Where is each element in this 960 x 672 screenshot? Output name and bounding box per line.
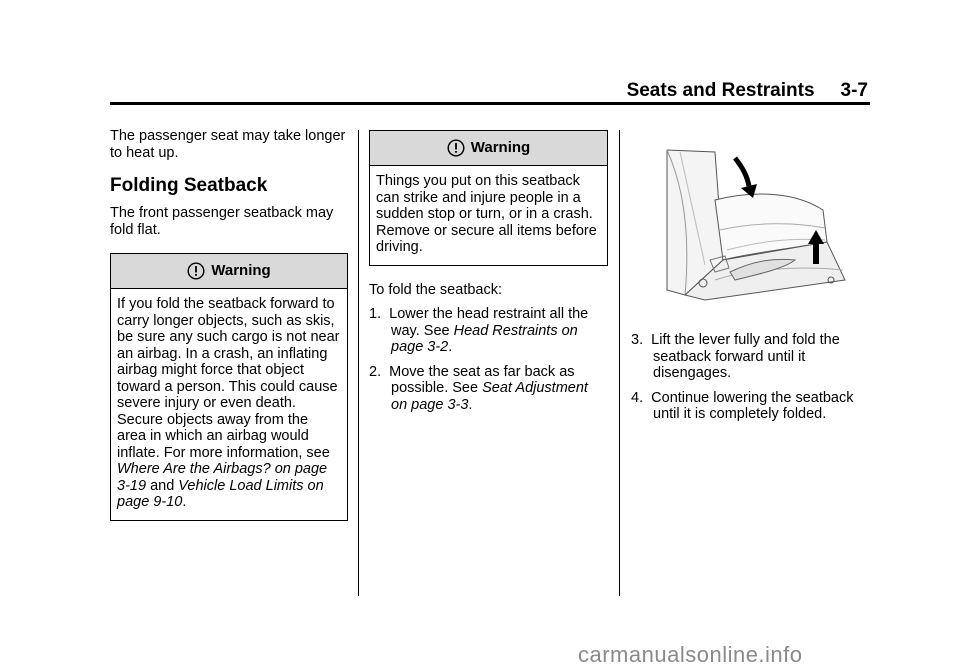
section-title: Seats and Restraints: [626, 80, 815, 101]
warning-header: [370, 131, 607, 166]
column-divider-2: [619, 130, 620, 596]
step-number: 3.: [631, 332, 644, 348]
step-number: 2.: [369, 363, 382, 380]
fold-intro: To fold the seatback:: [369, 281, 502, 298]
step-text: Move the seat as far back as possible. See: [389, 363, 575, 396]
warning-text: Things you put on this seatback can strike and injure people in a sudden stop or turn, or in a crash. Remove or secure all items before driving.: [376, 173, 597, 255]
warning-body: [370, 166, 607, 265]
step-text: Continue lowering the seatback until it is completely folded.: [651, 389, 854, 422]
warning-header: [111, 254, 347, 289]
column-1: [110, 128, 348, 521]
section-heading: Folding Seatback: [110, 175, 268, 196]
step-3: [631, 332, 871, 382]
link-seat-adjustment[interactable]: Seat Adjustment on page 3-3: [391, 380, 588, 413]
intro-text: The passenger seat may take longer to heat up.: [110, 128, 346, 161]
step-2: [369, 364, 608, 414]
header-rule: [110, 102, 870, 105]
link-airbags[interactable]: Where Are the Airbags? on page 3-19: [117, 461, 328, 494]
step-text: Lower the head restraint all the way. See: [389, 306, 589, 339]
warning-icon: [447, 139, 465, 157]
period: .: [182, 494, 187, 510]
step-number: 4.: [631, 389, 644, 406]
warning-box-airbag: [110, 253, 348, 521]
watermark: carmanualsonline.info: [578, 642, 803, 667]
and-text: and: [150, 477, 175, 494]
period: .: [448, 339, 453, 355]
warning-icon: [187, 262, 205, 280]
step-4: [631, 390, 871, 423]
warning-text: If you fold the seatback forward to carry longer objects, such as skis, be sure any such cargo is not near an airbag. In a crash, an inflating airbag might force that object toward a person. This could cause severe injury or even death. Secure objects away from the area in which an airbag would inflate. For more information, see: [117, 296, 340, 461]
seat-fold-illustration: [645, 130, 875, 310]
page-header: [540, 80, 868, 102]
warning-body: [111, 289, 347, 520]
column-divider-1: [358, 130, 359, 596]
step-text: Lift the lever fully and fold the seatback forward until it disengages.: [651, 332, 840, 381]
page-number: 3-7: [840, 80, 868, 101]
warning-title: Warning: [470, 138, 531, 156]
step-1: [369, 306, 608, 356]
warning-box-seatback: [369, 130, 608, 266]
step-number: 1.: [369, 306, 382, 322]
column-3: [631, 130, 871, 431]
link-head-restraints[interactable]: Head Restraints on page 3-2: [391, 322, 578, 355]
warning-title: Warning: [211, 261, 271, 279]
link-load-limits[interactable]: Vehicle Load Limits on page 9-10: [117, 477, 324, 510]
column-2: [369, 130, 608, 421]
period: .: [468, 396, 473, 413]
fold-flat-text: The front passenger seatback may fold flat.: [110, 205, 334, 238]
